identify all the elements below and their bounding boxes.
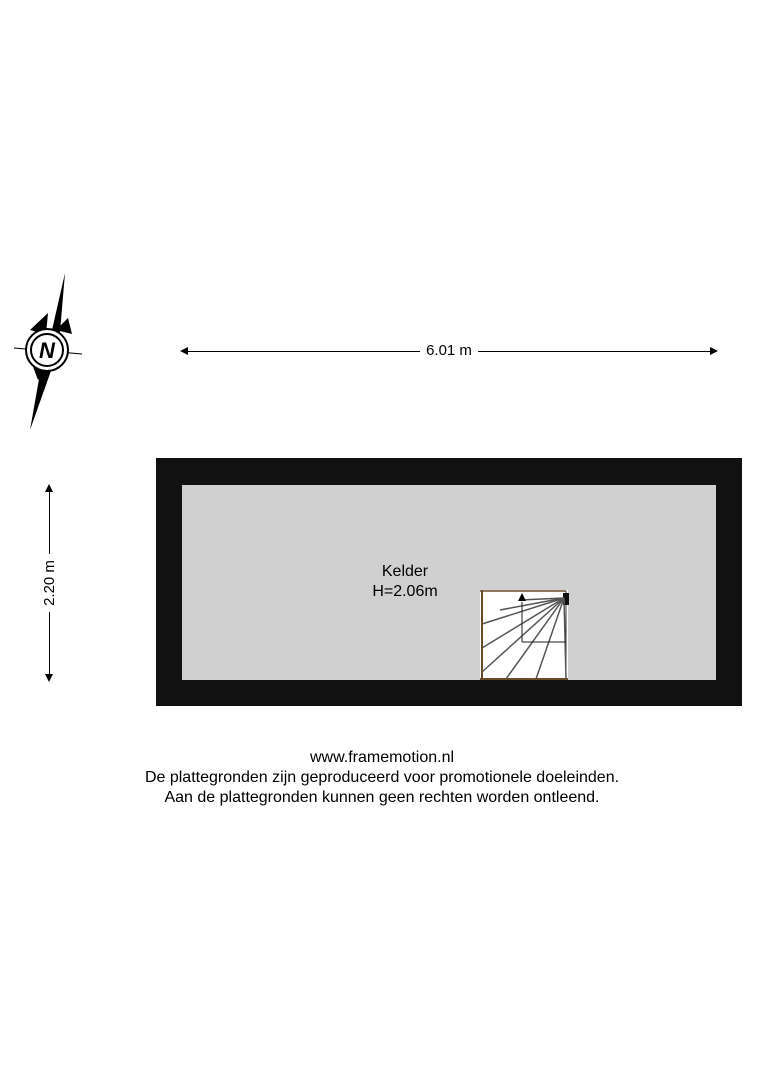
arrow-left-icon [180, 347, 188, 355]
footer-line-2: Aan de plattegronden kunnen geen rechten worden ontleend. [164, 789, 600, 806]
footer-url: www.framemotion.nl [309, 749, 455, 766]
footer-line-1: De plattegronden zijn geproduceerd voor promotionele doeleinden. [144, 769, 620, 786]
arrow-down-icon [45, 674, 53, 682]
width-label: 6.01 m [420, 341, 478, 361]
height-label: 2.20 m [40, 554, 60, 612]
compass-north-letter: N [39, 338, 55, 363]
height-dimension [40, 484, 60, 682]
arrow-up-icon [45, 484, 53, 492]
arrow-right-icon [710, 347, 718, 355]
room-label [330, 562, 480, 602]
staircase-icon [480, 590, 572, 687]
compass-rose-icon [10, 268, 90, 441]
room-name: Kelder [381, 563, 429, 580]
footer-text [0, 748, 764, 808]
room-height: H=2.06m [372, 583, 438, 600]
width-dimension [180, 341, 718, 361]
